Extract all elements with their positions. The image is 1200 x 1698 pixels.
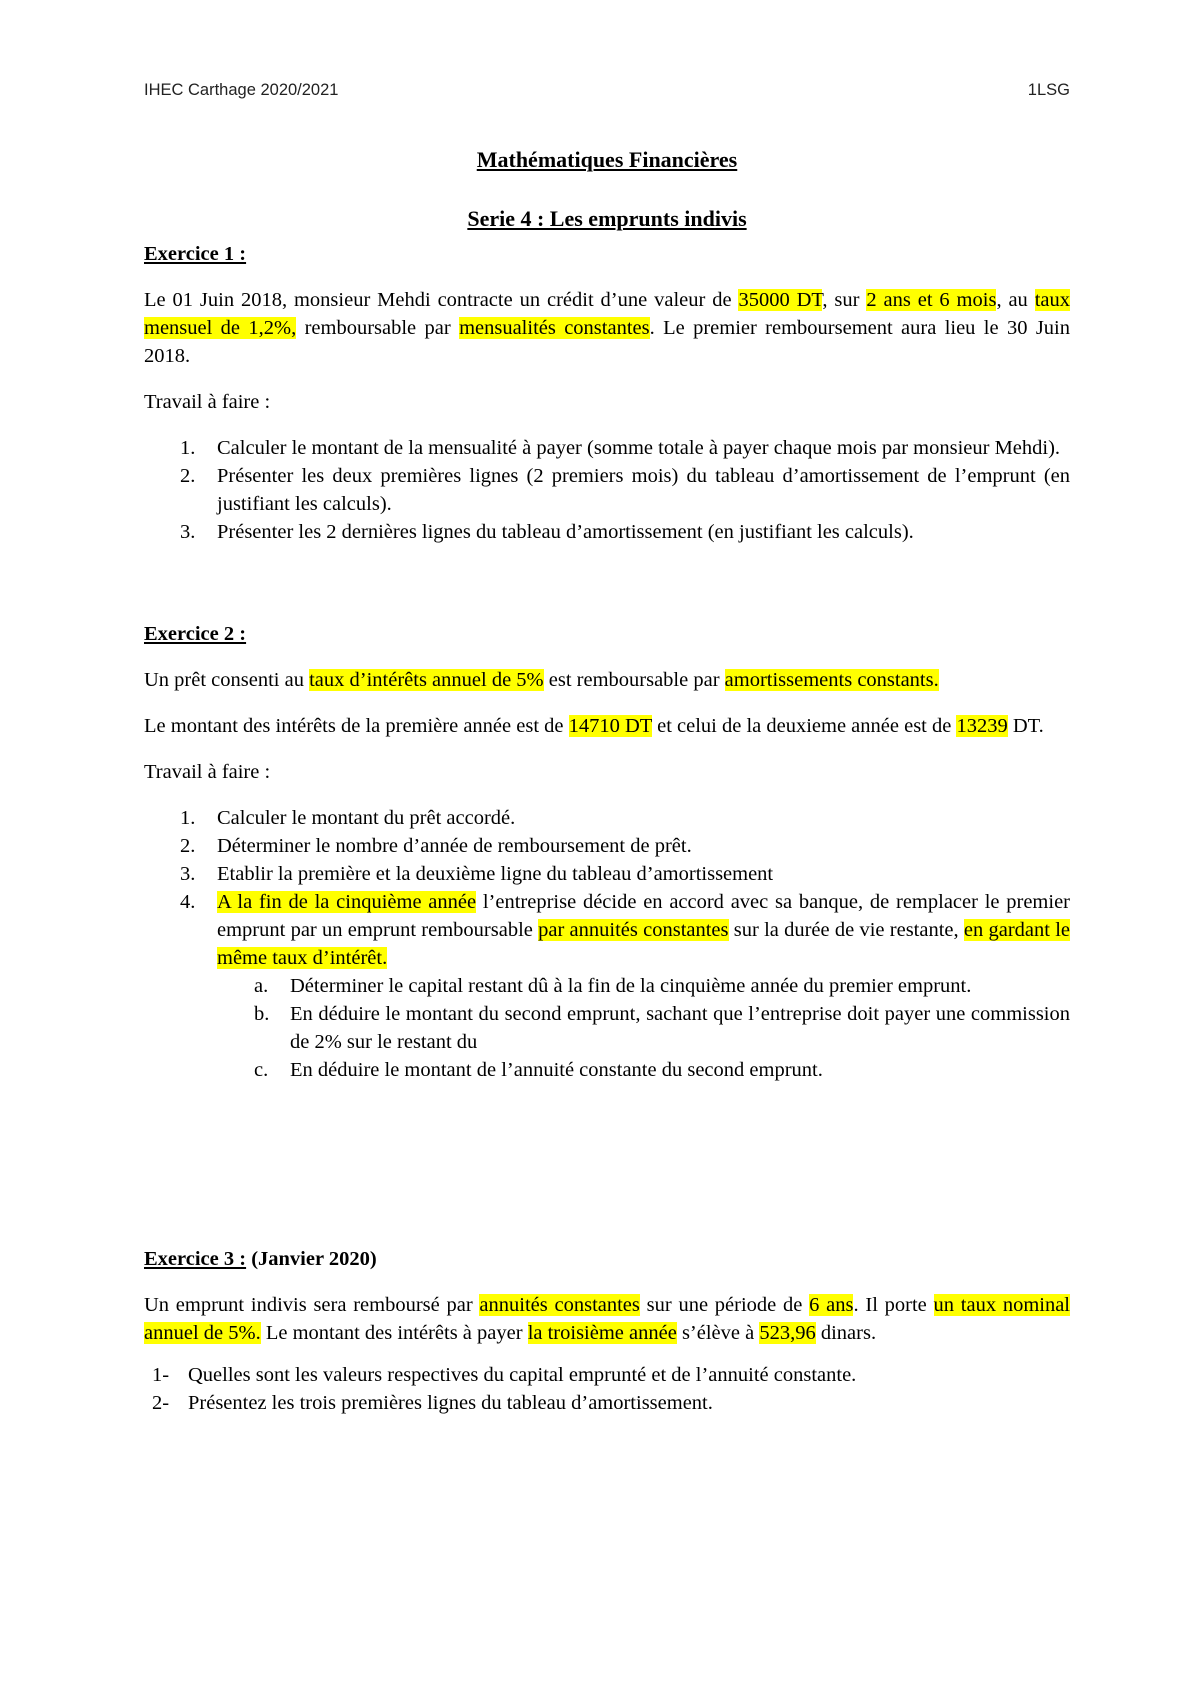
exercise-2-statement-1: Un prêt consenti au taux d’intérêts annuel de 5% est remboursable par amortissements constants.	[144, 669, 939, 691]
header-institution: IHEC Carthage 2020/2021	[144, 81, 339, 99]
page-header	[144, 76, 1070, 104]
exercise-1-statement: Le 01 Juin 2018, monsieur Mehdi contracte un crédit d’une valeur de 35000 DT, sur 2 ans et 6 mois, au taux mensuel de 1,2%, remboursable par mensualités constantes. Le premier remboursement aura lieu le 30 Juin 2018.	[144, 289, 1070, 367]
sub-list-item: b. En déduire le montant du second emprunt, sachant que l’entreprise doit payer une commission de 2% sur le restant du	[254, 1003, 1070, 1053]
exercise-2-todo: Travail à faire :	[144, 761, 271, 783]
document-title: Mathématiques Financières	[476, 147, 738, 172]
exercise-2-heading: Exercice 2 :	[144, 623, 247, 645]
sub-list-item: c. En déduire le montant de l’annuité constante du second emprunt.	[254, 1059, 823, 1081]
list-item: 2- Présentez les trois premières lignes du tableau d’amortissement.	[152, 1392, 713, 1414]
list-item: 2. Déterminer le nombre d’année de remboursement de prêt.	[180, 835, 692, 857]
exercise-2	[144, 620, 1070, 1084]
exercise-3	[144, 1245, 1070, 1417]
list-item: 3. Etablir la première et la deuxième ligne du tableau d’amortissement	[180, 863, 774, 885]
list-item: 2. Présenter les deux premières lignes (2 premiers mois) du tableau d’amortissement de l’emprunt (en justifiant les calculs).	[180, 465, 1070, 515]
exercise-3-questions	[144, 1361, 1070, 1417]
exercise-3-statement: Un emprunt indivis sera remboursé par annuités constantes sur une période de 6 ans. Il porte un taux nominal annuel de 5%. Le montant des intérêts à payer la troisième année s’élève à 523,96 dinars.	[144, 1294, 1071, 1344]
list-item: 3. Présenter les 2 dernières lignes du tableau d’amortissement (en justifiant les calculs).	[180, 521, 914, 543]
exercise-1-questions	[144, 434, 1070, 546]
exercise-2-questions	[144, 804, 1070, 1084]
document-subtitle: Serie 4 : Les emprunts indivis	[467, 206, 747, 231]
list-item: 1. Calculer le montant du prêt accordé.	[180, 807, 516, 829]
sub-list-item: a. Déterminer le capital restant dû à la fin de la cinquième année du premier emprunt.	[254, 975, 972, 997]
exercise-1-heading: Exercice 1 :	[144, 243, 247, 265]
exercise-2-statement-2: Le montant des intérêts de la première année est de 14710 DT et celui de la deuxieme année est de 13239 DT.	[144, 715, 1044, 737]
list-item: 1. Calculer le montant de la mensualité à payer (somme totale à payer chaque mois par monsieur Mehdi).	[180, 437, 1061, 459]
exercise-3-heading: Exercice 3 : (Janvier 2020)	[144, 1248, 377, 1270]
exercise-1	[144, 240, 1070, 546]
exercise-1-todo: Travail à faire :	[144, 391, 271, 413]
list-item: 4. A la fin de la cinquième année l’entreprise décide en accord avec sa banque, de remplacer le premier emprunt par un emprunt remboursable par annuités constantes sur la durée de vie restante, en gardant le même taux d’intérêt.	[180, 891, 1070, 969]
list-item: 1- Quelles sont les valeurs respectives du capital emprunté et de l’annuité constante.	[152, 1364, 857, 1386]
header-class: 1LSG	[1027, 81, 1070, 99]
